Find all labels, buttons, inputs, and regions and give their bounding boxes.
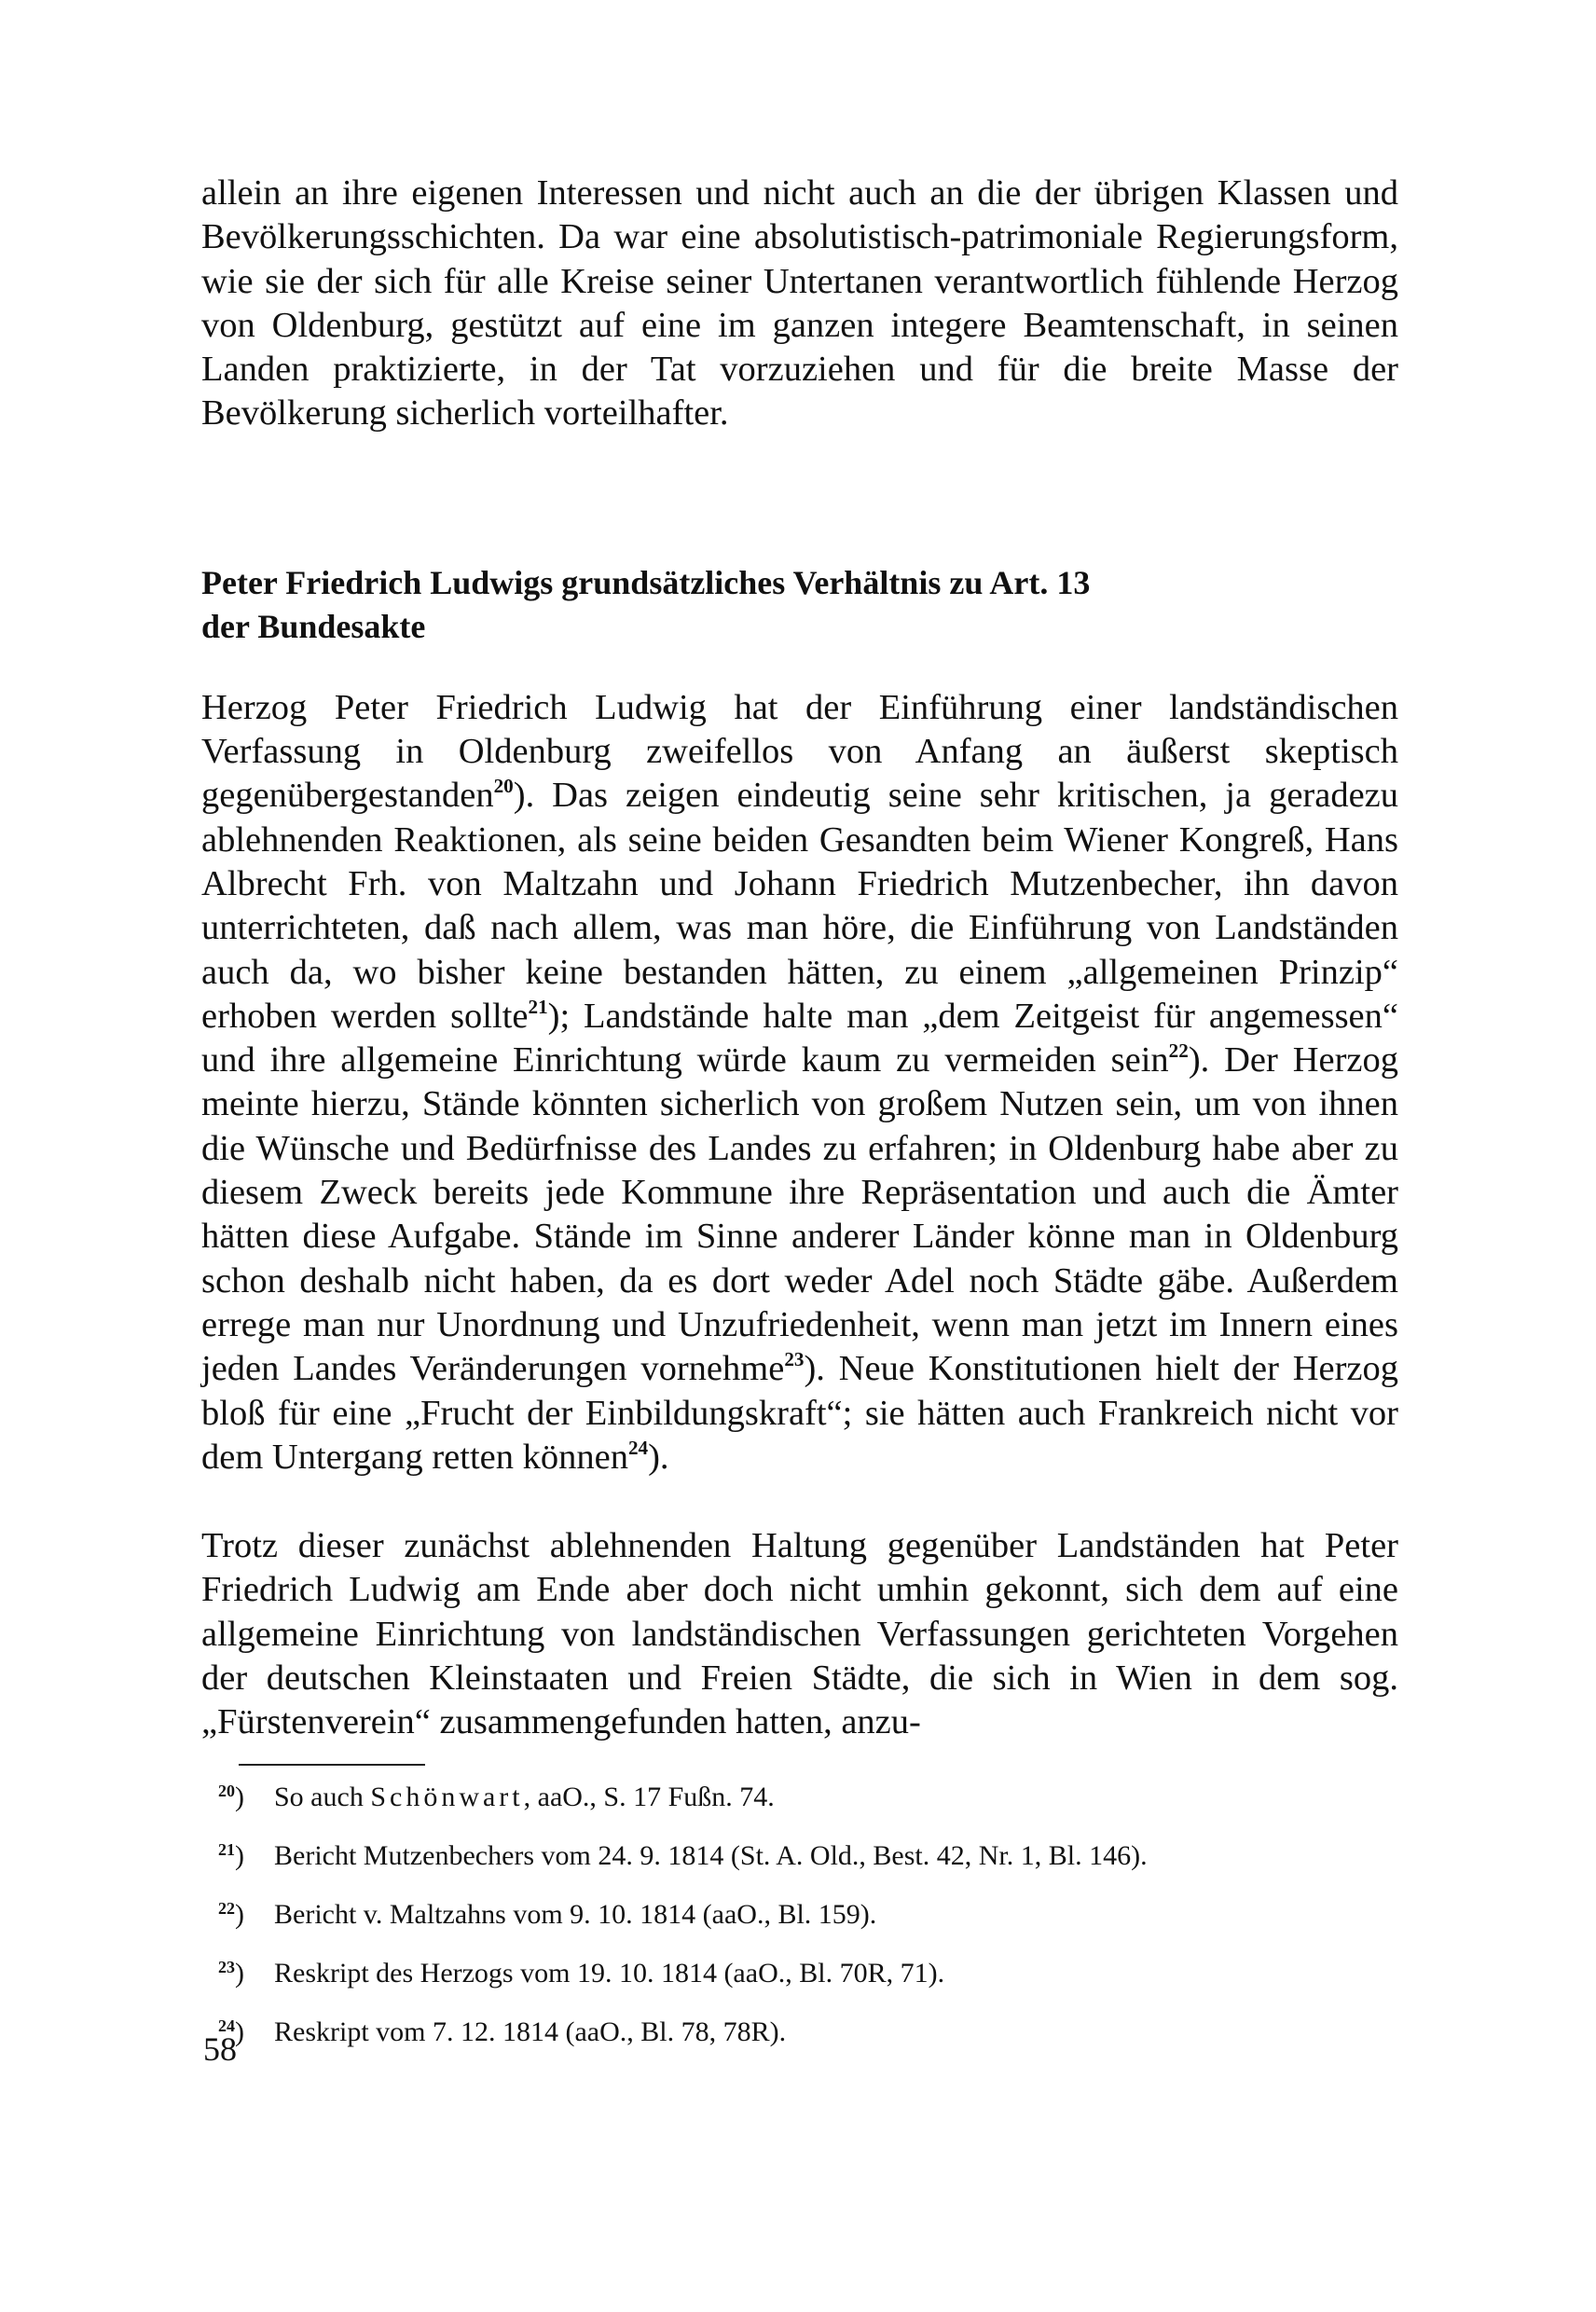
footnote-number: $^{21}$)	[218, 1839, 244, 1871]
footnote-text: So auch Schönwart, aaO., S. 17 Fußn. 74.	[274, 1781, 775, 1812]
p2-text-4: ). Der Herzog meinte hierzu, Stände könnten sicherlich von großem Nutzen sein, um von ihnen die Wünsche und Bedürfnisse des Landes zu erfahren; in Oldenburg habe aber zu diesem Zweck bereits jede Kommune ihre Repräsentation und auch die Ämter hätten diese Aufgabe. Stände im Sinne anderer Länder könne man in Oldenburg schon deshalb nicht haben, da es dort weder Adel noch Städte gäbe. Außerdem errege man nur Unordnung und Unzufriedenheit, wenn man jetzt im Innern eines jeden Landes Veränderungen vornehme	[201, 1040, 1398, 1389]
footnote-number: $^{22}$)	[218, 1898, 244, 1930]
p2-text-1: Herzog Peter Friedrich Ludwig hat der Einführung einer landständischen Verfassung in Oldenburg zweifellos von Anfang an äußerst skeptisch gegenübergestanden	[201, 687, 1398, 816]
page-number: 58	[203, 2030, 237, 2068]
footnote-ref-22: 22	[1168, 1039, 1189, 1063]
p2-text-6: ).	[648, 1437, 669, 1477]
paragraph-2	[201, 686, 1398, 1479]
footnote-22	[218, 1898, 1398, 1932]
footnote-number: $^{20}$)	[218, 1781, 244, 1812]
footnote-24	[218, 2016, 1398, 2049]
footnote-ref-24: 24	[627, 1437, 649, 1460]
footnote-ref-23: 23	[784, 1348, 805, 1371]
paragraph-1: allein an ihre eigenen Interessen und nicht auch an die der übrigen Klassen und Bevölkerungsschichten. Da war eine absolutistisch-patrimoniale Regierungsform, wie sie der sich für alle Kreise seiner Untertanen verantwortlich fühlende Herzog von Oldenburg, gestützt auf eine im ganzen integere Beamtenschaft, in seinen Landen praktizierte, in der Tat vorzuziehen und für die breite Masse der Bevölkerung sicherlich vorteilhafter.	[201, 173, 1398, 434]
footnote-23	[218, 1957, 1398, 1990]
footnotes	[218, 1781, 1398, 2049]
paragraph-3: Trotz dieser zunächst ablehnenden Haltung gegenüber Landständen hat Peter Friedrich Ludwig am Ende aber doch nicht umhin gekonnt, sich dem auf eine allgemeine Einrichtung von landständischen Verfassungen gerichteten Vorgehen der deutschen Kleinstaaten und Freien Städte, die sich in Wien in dem sog. „Fürstenverein“ zusammengefunden hatten, anzu-	[201, 1526, 1398, 1742]
heading-line-2: der Bundesakte	[201, 607, 426, 645]
footnote-ref-21: 21	[528, 996, 548, 1019]
p2-text-2: ). Das zeigen eindeutig seine sehr kritischen, ja geradezu ablehnenden Reaktionen, als seine beiden Gesandten beim Wiener Kongreß, Hans Albrecht Frh. von Maltzahn und Johann Friedrich Mutzenbecher, ihn davon unterrichteten, daß nach allem, was man höre, die Einführung von Landständen auch da, wo bisher keine bestanden hätten, zu einem „allgemeinen Prinzip“ erhoben werden sollte	[201, 776, 1398, 1036]
footnote-number: $^{23}$)	[218, 1957, 244, 1989]
footnote-21	[218, 1839, 1398, 1873]
footnote-divider	[239, 1764, 425, 1766]
footnote-text: Reskript des Herzogs vom 19. 10. 1814 (aaO., Bl. 70R, 71).	[274, 1957, 945, 1989]
heading-line-1: Peter Friedrich Ludwigs grundsätzliches Verhältnis zu Art. 13	[201, 563, 1091, 601]
author-name: Schönwart	[370, 1781, 524, 1812]
footnote-text: Reskript vom 7. 12. 1814 (aaO., Bl. 78, 78R).	[274, 2016, 787, 2047]
p2-text-3: ); Landstände halte man „dem Zeitgeist für angemessen“ und ihre allgemeine Einrichtung würde kaum zu vermeiden sein	[201, 996, 1398, 1080]
footnote-20	[218, 1781, 1398, 1814]
footnote-text: Bericht v. Maltzahns vom 9. 10. 1814 (aaO., Bl. 159).	[274, 1898, 877, 1930]
p2-text-5: ). Neue Konstitutionen hielt der Herzog bloß für eine „Frucht der Einbildungskraft“; sie hätten auch Frankreich nicht vor dem Untergang retten können	[201, 1349, 1399, 1477]
footnote-text: Bericht Mutzenbechers vom 24. 9. 1814 (St. A. Old., Best. 42, Nr. 1, Bl. 146).	[274, 1839, 1148, 1871]
footnote-number: $^{24}$)	[218, 2016, 244, 2047]
footnote-ref-20: 20	[493, 775, 514, 798]
section-heading	[201, 561, 1398, 649]
page-body	[201, 172, 1398, 2074]
